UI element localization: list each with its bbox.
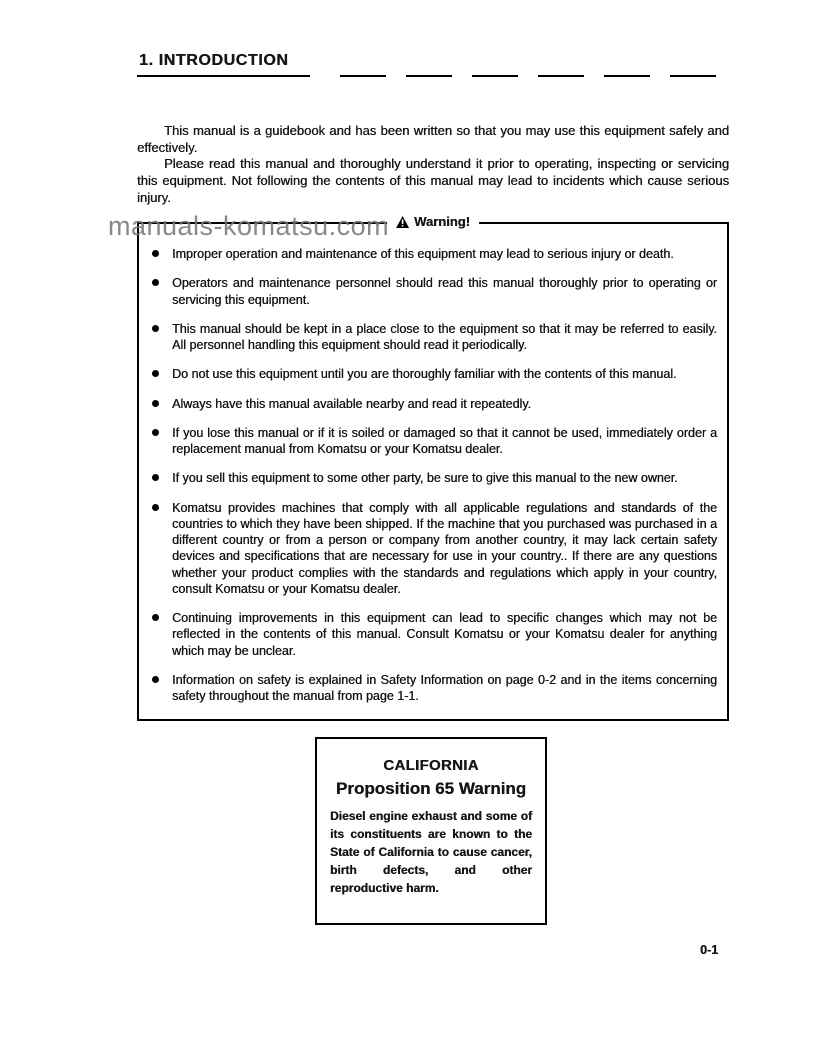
title-dashed-rule bbox=[320, 75, 729, 78]
page-title: 1. INTRODUCTION bbox=[137, 52, 310, 77]
warning-item bbox=[149, 610, 717, 659]
bullet-icon bbox=[152, 504, 159, 511]
warning-item-text: Operators and maintenance personnel should read this manual thoroughly prior to operating or servicing this equipment. bbox=[172, 276, 717, 307]
intro-paragraphs bbox=[137, 123, 729, 206]
bullet-icon bbox=[152, 429, 159, 436]
warning-triangle-icon bbox=[396, 216, 409, 228]
warning-item bbox=[149, 425, 717, 458]
bullet-icon bbox=[152, 279, 159, 286]
california-subtitle: Proposition 65 Warning bbox=[335, 779, 527, 798]
warning-item-text: If you lose this manual or if it is soiled or damaged so that it cannot be used, immediately order a replacement manual from Komatsu or your Komatsu dealer. bbox=[172, 425, 717, 457]
california-warning-box bbox=[315, 737, 547, 925]
warning-item bbox=[149, 470, 717, 486]
warning-item bbox=[149, 246, 717, 262]
watermark: manuals-komatsu.com bbox=[108, 211, 390, 241]
california-body-text: Diesel engine exhaust and some of its constituents are known to the State of California to cause cancer, birth defects, and other reproductive harm. bbox=[330, 809, 532, 895]
warning-item bbox=[149, 321, 717, 354]
warning-box-header bbox=[387, 214, 479, 229]
warning-box-title: Warning! bbox=[414, 214, 470, 230]
page-content bbox=[137, 52, 729, 721]
warning-item-text: Continuing improvements in this equipment can lead to specific changes which may not be reflected in the contents of this manual. Consult Komatsu or your Komatsu dealer for anything which may be unclear. bbox=[172, 611, 717, 658]
bullet-icon bbox=[152, 676, 159, 683]
warning-box bbox=[137, 214, 729, 721]
bullet-icon bbox=[152, 250, 159, 257]
warning-item-text: Information on safety is explained in Safety Information on page 0-2 and in the items concerning safety throughout the manual from page 1-1. bbox=[172, 672, 717, 704]
bullet-icon bbox=[152, 370, 159, 377]
warning-item-text: Komatsu provides machines that comply with all applicable regulations and standards of the countries to which they have been shipped. If the machine that you purchased was purchased in a different country or from a person or company from another country, it may lack certain safety devices and specifications that are necessary for use in your country.. If there are any questions whether your product complies with the standards and regulations which apply in your country, consult Komatsu or your Komatsu dealer. bbox=[172, 500, 717, 596]
bullet-icon bbox=[152, 474, 159, 481]
bullet-icon bbox=[152, 614, 159, 621]
warning-item-text: Do not use this equipment until you are thoroughly familiar with the contents of this manual. bbox=[172, 367, 677, 382]
warning-item-text: Always have this manual available nearby and read it repeatedly. bbox=[172, 396, 532, 411]
warning-item bbox=[149, 396, 717, 412]
warning-item bbox=[149, 366, 717, 382]
warning-item bbox=[149, 275, 717, 308]
intro-paragraph-1: This manual is a guidebook and has been written so that you may use this equipment safely and effectively. bbox=[137, 123, 729, 155]
warning-item-text: This manual should be kept in a place close to the equipment so that it may be referred to easily. All personnel handling this equipment should read it periodically. bbox=[172, 321, 717, 353]
section-heading-row bbox=[137, 52, 729, 77]
warning-item-text: Improper operation and maintenance of this equipment may lead to serious injury or death. bbox=[172, 247, 674, 262]
california-title: CALIFORNIA bbox=[383, 757, 479, 774]
page-number: 0-1 bbox=[700, 943, 719, 957]
bullet-icon bbox=[152, 400, 159, 407]
bullet-icon bbox=[152, 325, 159, 332]
warning-item-text: If you sell this equipment to some other party, be sure to give this manual to the new owner. bbox=[172, 471, 678, 486]
warning-item bbox=[149, 672, 717, 705]
warning-item bbox=[149, 500, 717, 598]
intro-paragraph-2: Please read this manual and thoroughly understand it prior to operating, inspecting or servicing this equipment. Not following the contents of this manual may lead to incidents which cause serious injury. bbox=[137, 156, 729, 205]
